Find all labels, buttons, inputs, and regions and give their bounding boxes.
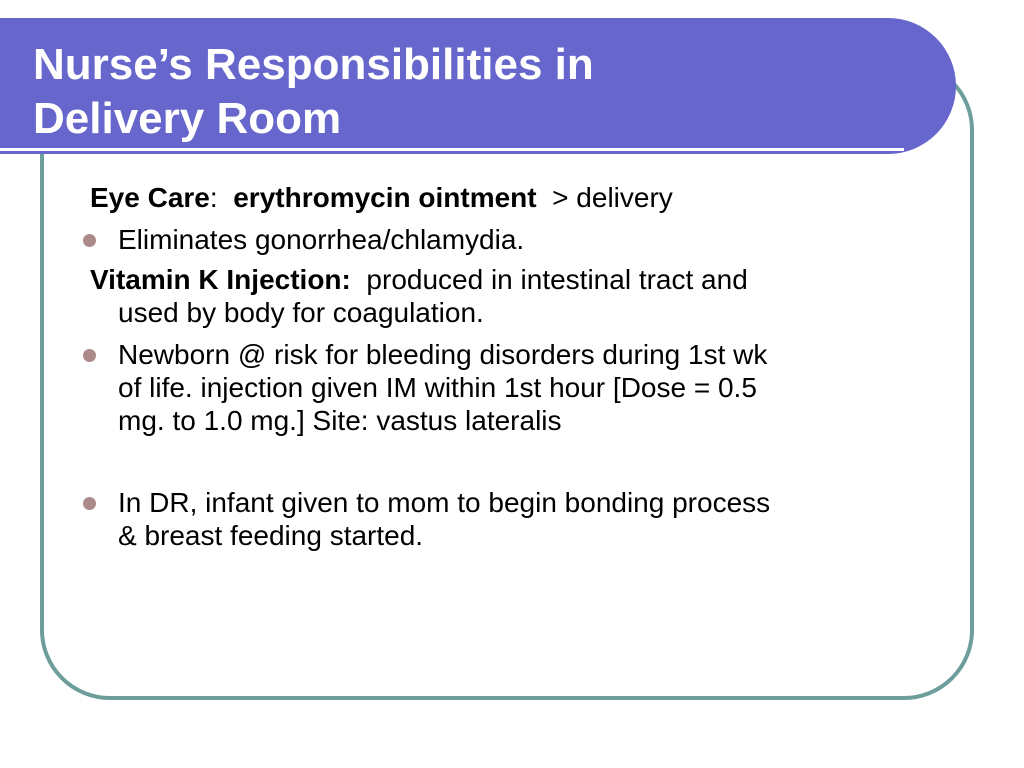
- bullet-icon: [83, 497, 96, 510]
- bonding-bullet-line-2: & breast feeding started.: [118, 520, 424, 551]
- vitamin-k-text-2: used by body for coagulation.: [118, 297, 484, 328]
- eye-care-medication: erythromycin ointment: [233, 182, 537, 213]
- vitamin-k-bullet-line-2: of life. injection given IM within 1st hour [Dose = 0.5: [118, 372, 757, 403]
- vitamin-k-bullet-line-1: Newborn @ risk for bleeding disorders during 1st wk: [118, 339, 768, 370]
- bullet-icon: [83, 234, 96, 247]
- eye-care-line: [90, 182, 673, 214]
- eye-care-timing: > delivery: [552, 182, 673, 213]
- eye-care-colon: :: [209, 182, 218, 213]
- vitamin-k-label: Vitamin K Injection:: [90, 264, 351, 295]
- vitamin-k-text-1: produced in intestinal tract and: [366, 264, 748, 295]
- vitamin-k-bullet-line-3: mg. to 1.0 mg.] Site: vastus lateralis: [118, 405, 562, 436]
- vitamin-k-line-1: [90, 264, 748, 296]
- slide-title-line-2: Delivery Room: [33, 94, 342, 143]
- eye-care-bullet-text: Eliminates gonorrhea/chlamydia.: [118, 224, 525, 255]
- eye-care-label: Eye Care: [90, 182, 210, 213]
- bonding-bullet-line-1: In DR, infant given to mom to begin bonding process: [118, 487, 771, 518]
- slide-title-line-1: Nurse’s Responsibilities in: [33, 40, 594, 89]
- bullet-icon: [83, 349, 96, 362]
